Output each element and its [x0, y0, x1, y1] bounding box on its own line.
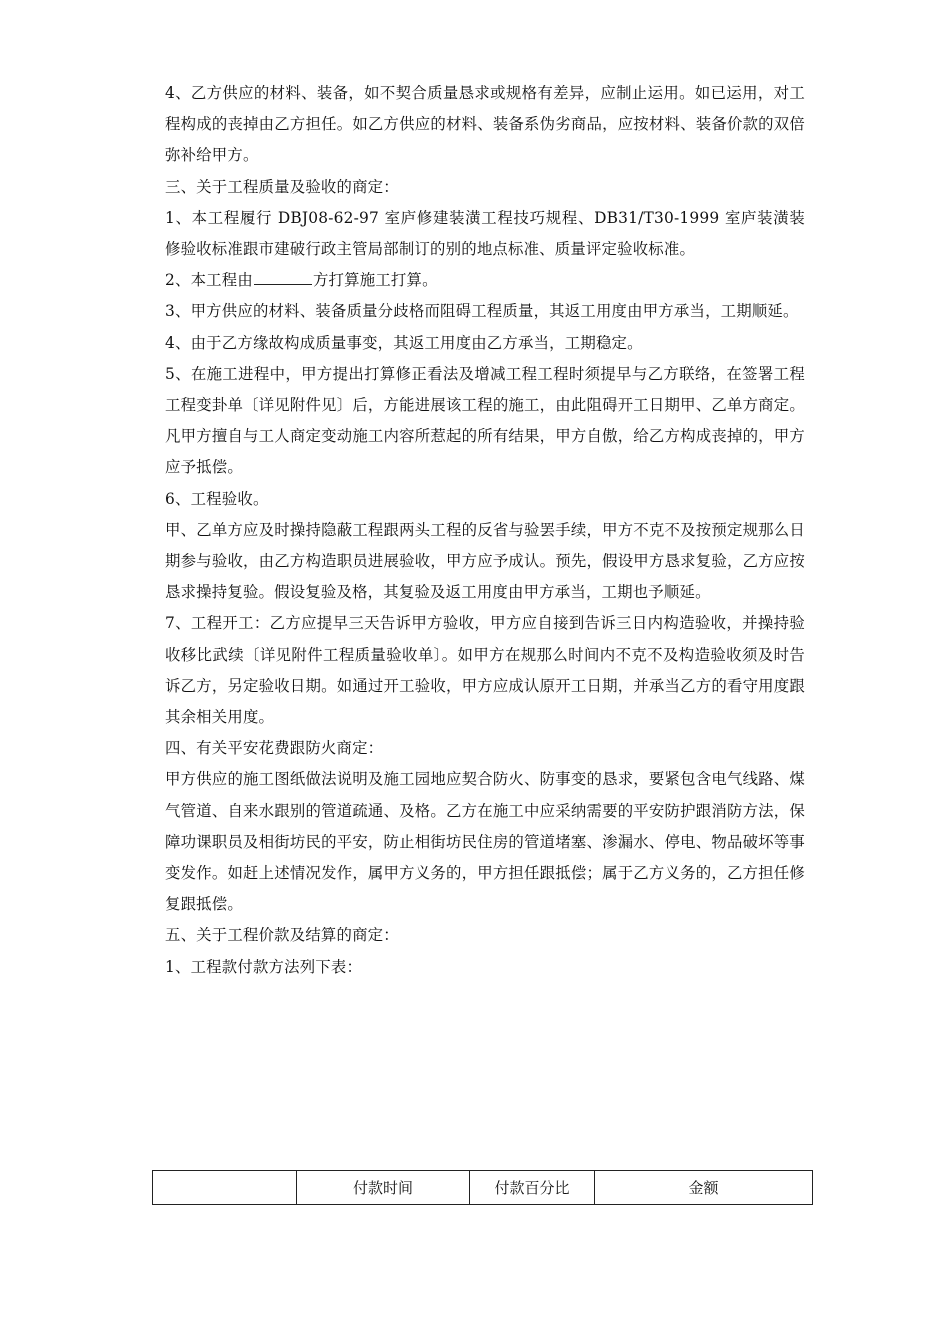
table-header-row: [153, 1171, 813, 1205]
table-header-payment-percent: 付款百分比: [470, 1171, 595, 1205]
fill-in-blank: [254, 269, 312, 285]
paragraph-materials-quality: 4、乙方供应的材料、装备，如不契合质量恳求或规格有差异，应制止运用。如已运用，对工程构成的丧掉由乙方担任。如乙方供应的材料、装备系伪劣商品，应按材料、装备价款的双倍弥补给甲方。: [165, 84, 805, 165]
design-party-suffix: 方打算施工打算。: [312, 271, 438, 290]
table-header-payment-time: 付款时间: [297, 1171, 470, 1205]
payment-table: [152, 1170, 813, 1205]
paragraph-design-change: 5、在施工进程中，甲方提出打算修正看法及增减工程工程时须提早与乙方联络，在签署工程工程变卦单〔详见附件见〕后，方能进展该工程的施工，由此阻碍开工日期甲、乙单方商定。凡甲方擅自与工人商定变动施工内容所惹起的所有结果，甲方自傲，给乙方构成丧掉的，甲方应予抵偿。: [165, 364, 805, 477]
section-heading-quality-acceptance: 三、关于工程质量及验收的商定：: [165, 177, 399, 196]
paragraph-standards: 1、本工程履行 DBJ08-62-97 室庐修建装潢工程技巧规程、DB31/T30-1999 室庐装潢装修验收标准跟市建破行政主管局部制订的别的地点标准、质量评定验收标准。: [165, 208, 805, 259]
section-heading-safety: 四、有关平安花费跟防火商定：: [165, 739, 384, 758]
paragraph-design-party: [165, 265, 805, 296]
paragraph-completion: 7、工程开工：乙方应提早三天告诉甲方验收，甲方应自接到告诉三日内构造验收，并操持验收移比武续〔详见附件工程质量验收单〕。如甲方在规那么时间内不克不及构造验收须及时告诉乙方，另定验收日期。如通过开工验收，甲方应成认原开工日期，并承当乙方的看守用度跟其余相关用度。: [165, 614, 805, 727]
section-heading-payment: 五、关于工程价款及结算的商定：: [165, 926, 399, 945]
paragraph-fire-safety: 甲方供应的施工图纸做法说明及施工园地应契合防火、防事变的恳求，要紧包含电气线路、煤气管道、自来水跟别的管道疏通、及格。乙方在施工中应采纳需要的平安防护跟消防方法，保障功课职员及相街坊民的平安，防止相街坊民住房的管道堵塞、渗漏水、停电、物品破坏等事变发作。如赶上述情况发作，属甲方义务的，甲方担任跟抵偿；属于乙方义务的，乙方担任修复跟抵偿。: [165, 770, 805, 914]
design-party-prefix: 2、本工程由: [165, 271, 253, 290]
table-header-blank: [153, 1171, 297, 1205]
document-body: [165, 78, 805, 983]
paragraph-acceptance-heading: 6、工程验收。: [165, 489, 269, 508]
table-header-amount: 金额: [595, 1171, 813, 1205]
paragraph-payment-method: 1、工程款付款方法列下表：: [165, 957, 363, 976]
paragraph-party-a-materials: 3、甲方供应的材料、装备质量分歧格而阻碍工程质量，其返工用度由甲方承当，工期顺延。: [165, 302, 799, 321]
paragraph-hidden-works: 甲、乙单方应及时操持隐蔽工程跟两头工程的反省与验罢手续，甲方不克不及按预定规那么日期参与验收，由乙方构造职员进展验收，甲方应予成认。预先，假设甲方恳求复验，乙方应按恳求操持复验。假设复验及格，其复验及返工用度由甲方承当，工期也予顺延。: [165, 520, 805, 602]
paragraph-party-b-accident: 4、由于乙方缘故构成质量事变，其返工用度由乙方承当，工期稳定。: [165, 333, 643, 352]
